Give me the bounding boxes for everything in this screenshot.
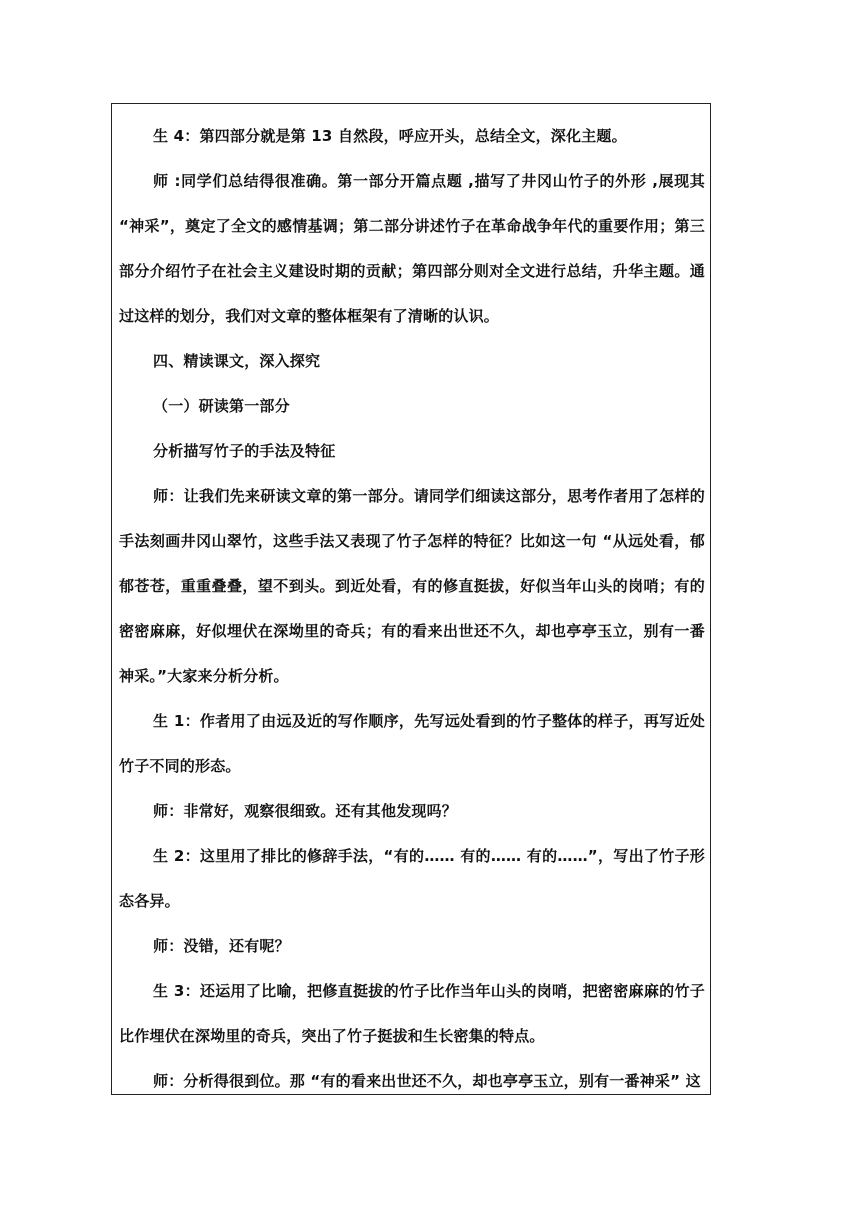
section-heading-close-reading: 四、精读课文，深入探究 [153, 352, 321, 370]
text-frame [111, 103, 711, 1095]
paragraph-student3: 生 3：还运用了比喻，把修直挺拔的竹子比作当年山头的岗哨，把密密麻麻的竹子比作埋伏在深坳里的奇兵，突出了竹子挺拔和生长密集的特点。 [119, 982, 705, 1045]
paragraph-student2: 生 2：这里用了排比的修辞手法，“有的…… 有的…… 有的……”，写出了竹子形态各异。 [119, 847, 705, 910]
paragraph-teacher-summary: 师 :同学们总结得很准确。第一部分开篇点题 ,描写了井冈山竹子的外形 ,展现其 “神采”，奠定了全文的感情基调；第二部分讲述竹子在革命战争年代的重要作用；第三部分介绍竹子在社会主义建设时期的贡献；第四部分则对全文进行总结，升华主题。通过这样的划分，我们对文章的整体框架有了清晰的认识。 [119, 172, 705, 325]
paragraph-teacher-followup: 师：分析得很到位。那 “有的看来出世还不久，却也亭亭玉立，别有一番神采” 这 [153, 1072, 701, 1090]
subsection-heading-part-one: （一）研读第一部分 [153, 397, 290, 415]
topic-heading: 分析描写竹子的手法及特征 [153, 442, 336, 460]
paragraph-teacher-praise: 师：非常好，观察很细致。还有其他发现吗？ [153, 802, 458, 820]
paragraph-student1: 生 1：作者用了由远及近的写作顺序，先写远处看到的竹子整体的样子，再写近处竹子不同的形态。 [119, 712, 705, 775]
paragraph-student4: 生 4：第四部分就是第 13 自然段，呼应开头，总结全文，深化主题。 [153, 127, 627, 145]
paragraph-teacher-prompt: 师：没错，还有呢？ [153, 937, 290, 955]
document-body [119, 114, 705, 1095]
paragraph-teacher-question: 师：让我们先来研读文章的第一部分。请同学们细读这部分，思考作者用了怎样的手法刻画井冈山翠竹，这些手法又表现了竹子怎样的特征？比如这一句 “从远处看，郁郁苍苍，重重叠叠，望不到头。到近处看，有的修直挺拔，好似当年山头的岗哨；有的密密麻麻，好似埋伏在深坳里的奇兵；有的看来出世还不久，却也亭亭玉立，别有一番神采。”大家来分析分析。 [119, 487, 705, 685]
